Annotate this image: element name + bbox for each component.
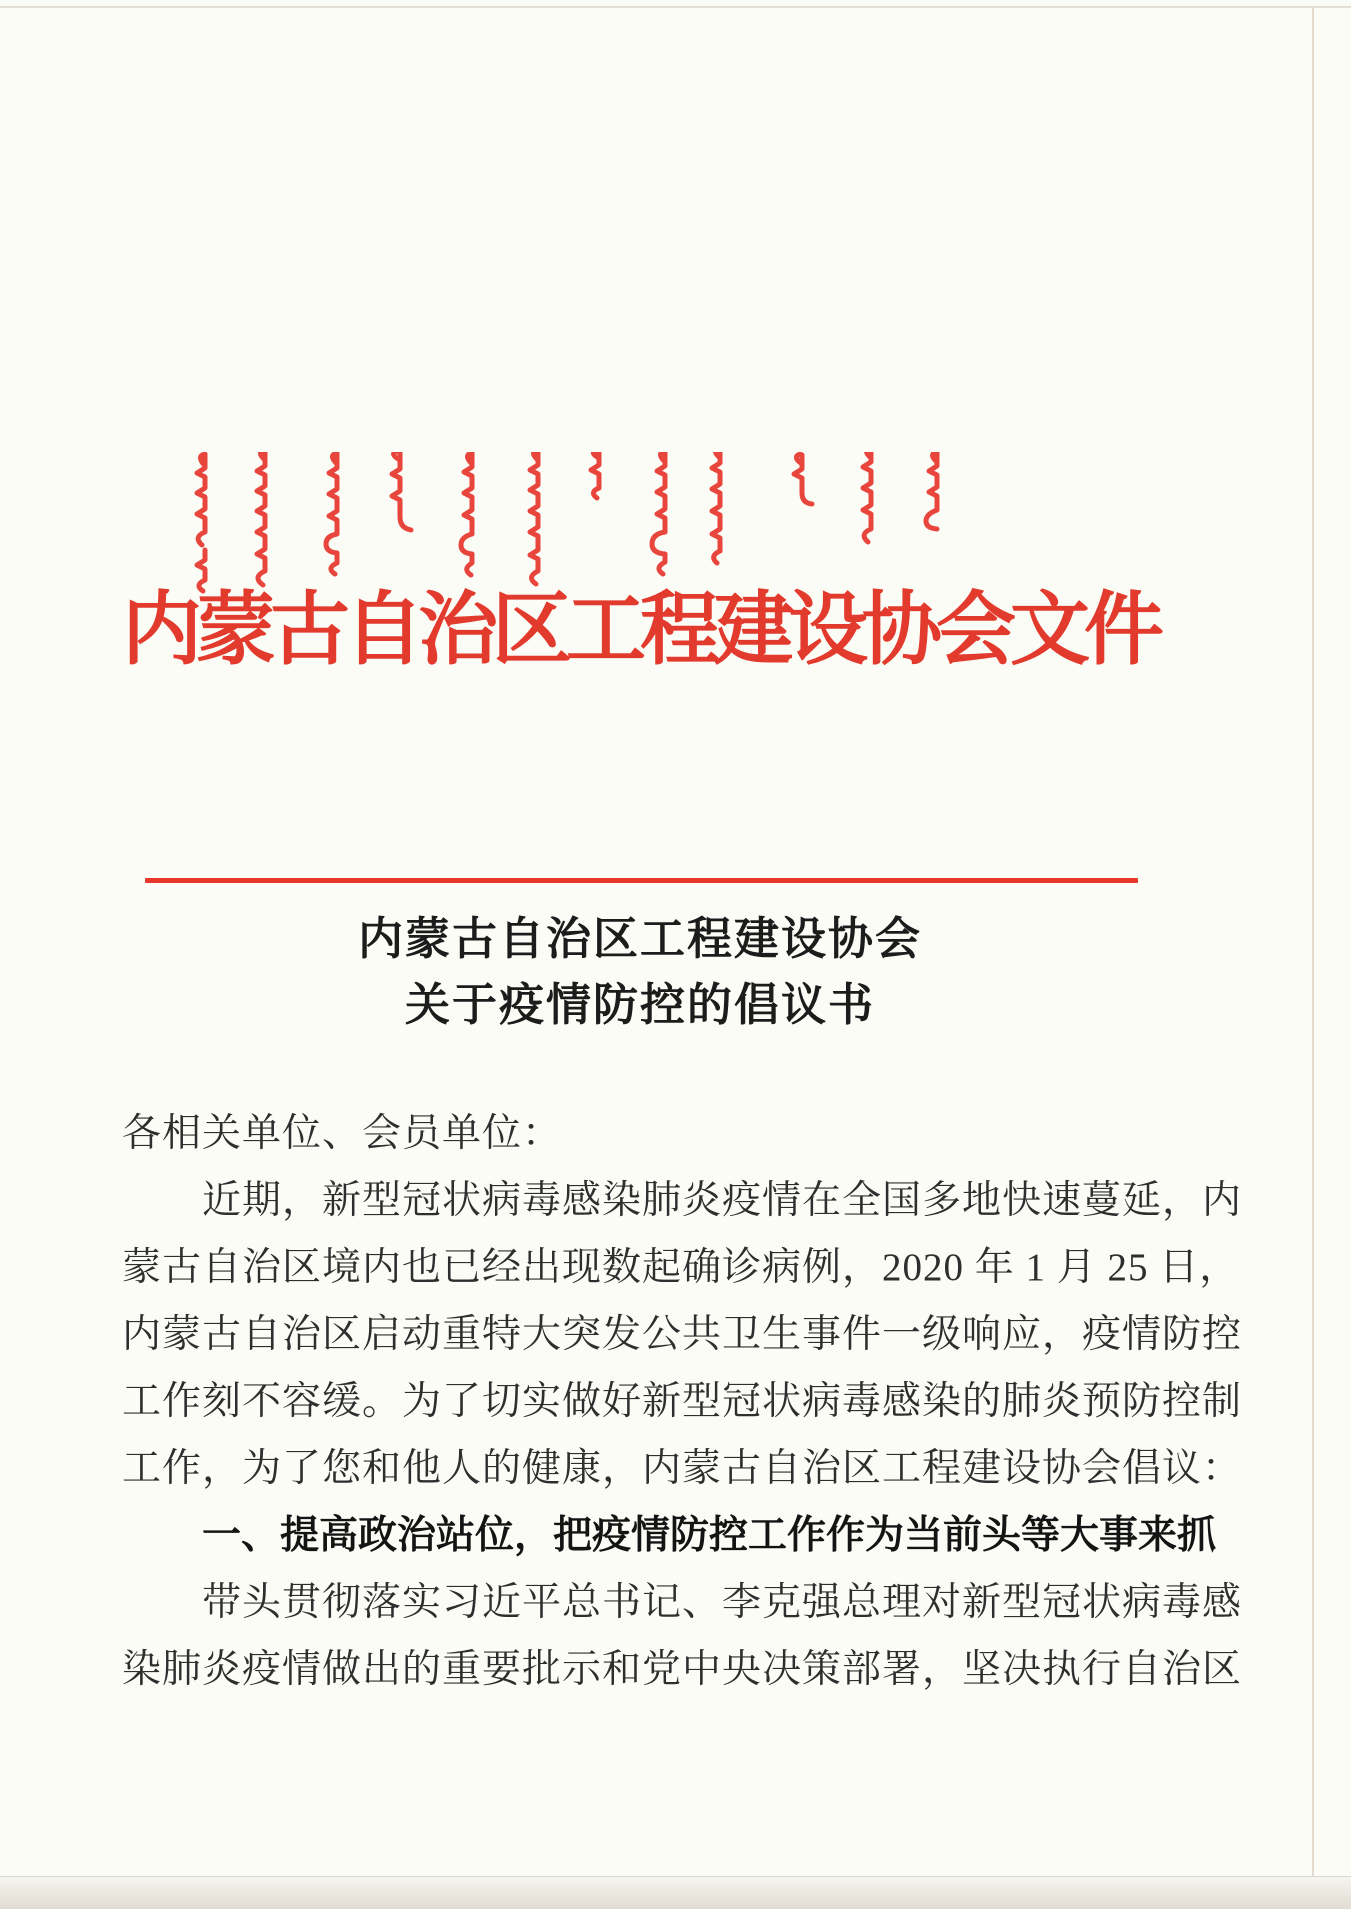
body-line: 染肺炎疫情做出的重要批示和党中央决策部署，坚决执行自治区 bbox=[122, 1648, 1243, 1691]
scan-edge-bottom bbox=[0, 1876, 1351, 1909]
document-title-line2: 关于疫情防控的倡议书 bbox=[404, 980, 875, 1030]
scan-edge-right bbox=[1312, 8, 1314, 1881]
scan-edge-top bbox=[0, 6, 1351, 8]
document-body bbox=[122, 1100, 1243, 1703]
document-title bbox=[110, 906, 1170, 1038]
body-line: 各相关单位、会员单位： bbox=[122, 1112, 563, 1155]
letterhead-divider bbox=[145, 878, 1138, 883]
body-line: 内蒙古自治区启动重特大突发公共卫生事件一级响应，疫情防控 bbox=[122, 1313, 1243, 1356]
body-line: 工作刻不容缓。为了切实做好新型冠状病毒感染的肺炎预防控制 bbox=[122, 1380, 1243, 1423]
letterhead-title: 内蒙古自治区工程建设协会文件 bbox=[122, 587, 1158, 675]
body-line: 蒙古自治区境内也已经出现数起确诊病例，2020 年 1 月 25 日， bbox=[122, 1246, 1240, 1289]
body-heading-line: 一、提高政治站位，把疫情防控工作作为当前头等大事来抓 bbox=[202, 1514, 1217, 1557]
body-line: 工作，为了您和他人的健康，内蒙古自治区工程建设协会倡议： bbox=[122, 1447, 1243, 1490]
body-line: 带头贯彻落实习近平总书记、李克强总理对新型冠状病毒感 bbox=[202, 1581, 1243, 1624]
body-line: 近期，新型冠状病毒感染肺炎疫情在全国多地快速蔓延，内 bbox=[202, 1179, 1243, 1222]
document-title-line1: 内蒙古自治区工程建设协会 bbox=[357, 914, 922, 964]
